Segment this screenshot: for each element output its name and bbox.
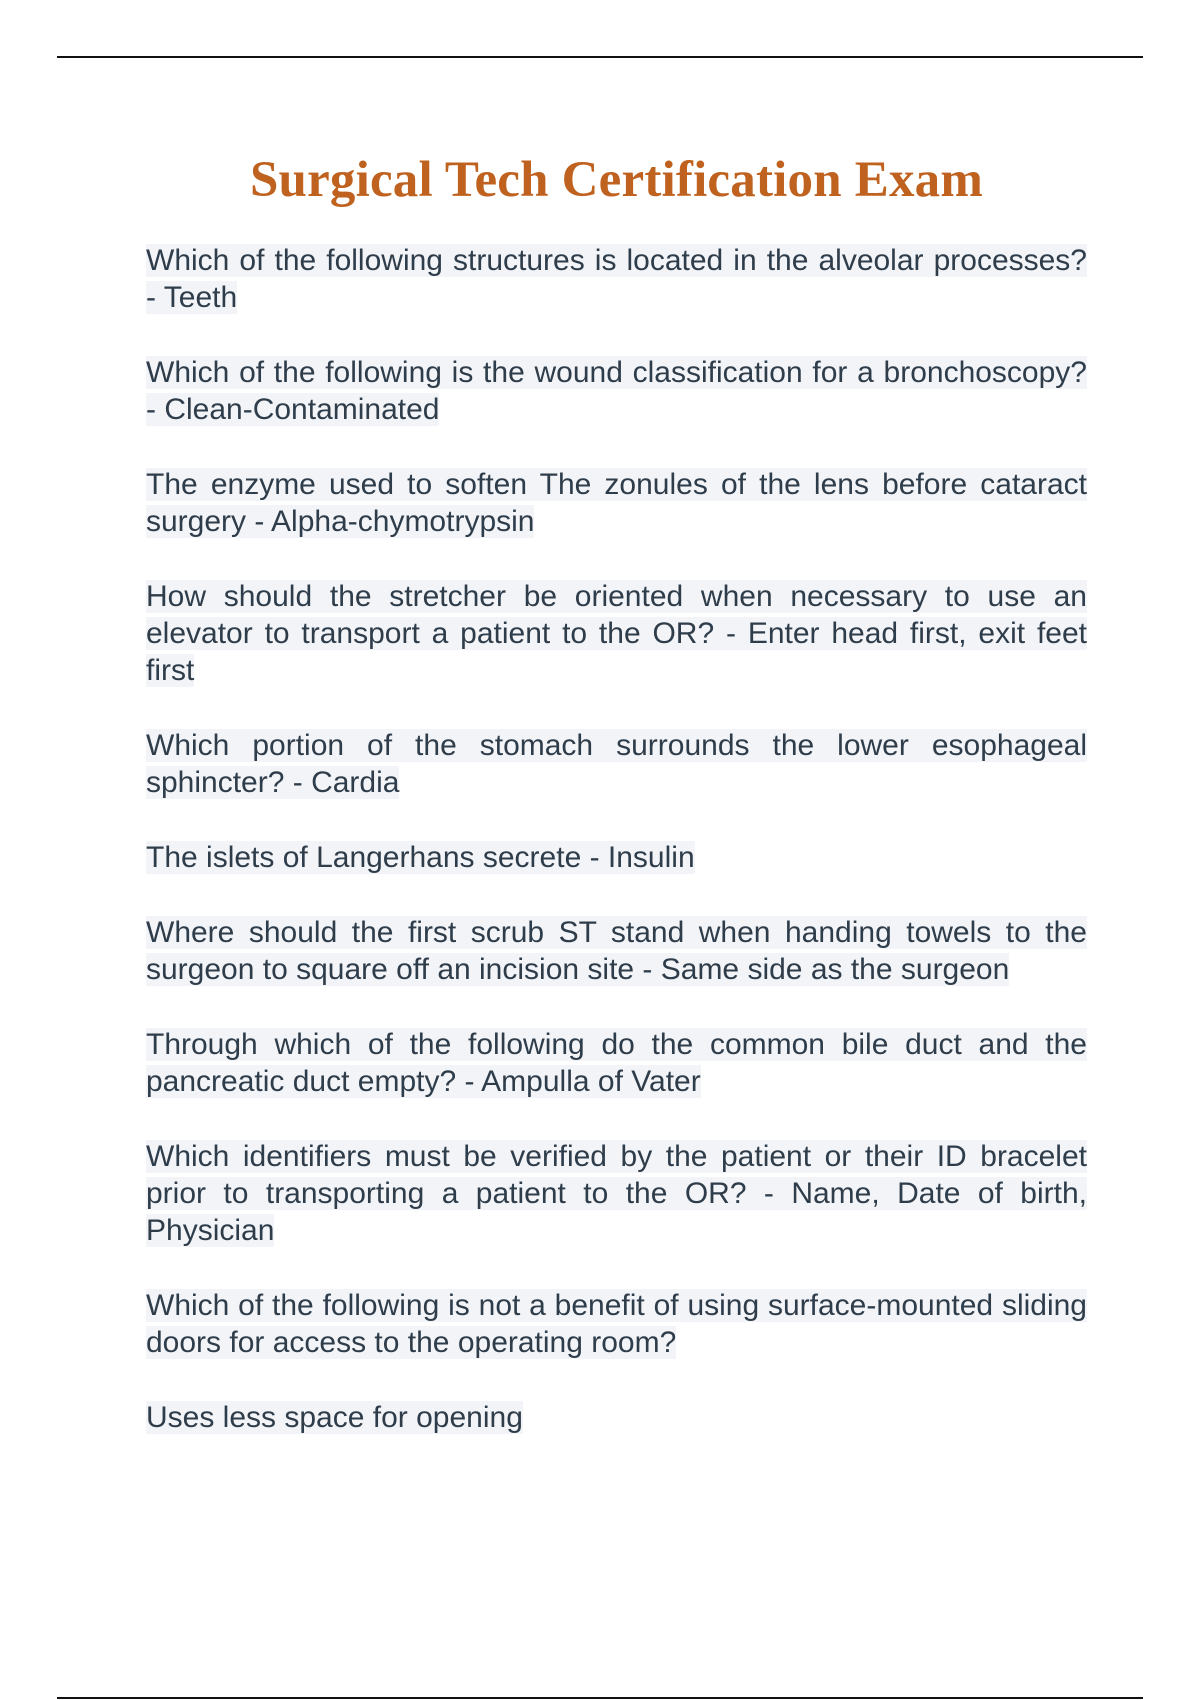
qa-item (146, 839, 1087, 876)
qa-item-text: Which of the following structures is located in the alveolar processes? - Teeth (146, 244, 1087, 314)
qa-item (146, 914, 1087, 988)
qa-item (146, 727, 1087, 801)
qa-item (146, 1399, 1087, 1436)
qa-item (146, 1287, 1087, 1361)
header-rule (57, 56, 1143, 58)
page-content (146, 140, 1087, 1474)
qa-item (146, 466, 1087, 540)
qa-item-text: The islets of Langerhans secrete - Insulin (146, 841, 695, 874)
qa-item (146, 242, 1087, 316)
page-title: Surgical Tech Certification Exam (249, 152, 984, 208)
qa-item-text: Through which of the following do the common bile duct and the pancreatic duct empty? - Ampulla of Vater (146, 1028, 1087, 1098)
qa-item (146, 1026, 1087, 1100)
qa-item-text: Uses less space for opening (146, 1401, 523, 1434)
qa-item-text: Which of the following is not a benefit of using surface-mounted sliding doors for access to the operating room? (146, 1289, 1087, 1359)
qa-item-text: The enzyme used to soften The zonules of the lens before cataract surgery - Alpha-chymotrypsin (146, 468, 1087, 538)
qa-item (146, 354, 1087, 428)
qa-item-text: Which of the following is the wound classification for a bronchoscopy? - Clean-Contaminated (146, 356, 1087, 426)
qa-item-text: Which portion of the stomach surrounds the lower esophageal sphincter? - Cardia (146, 729, 1087, 799)
qa-item-text: Which identifiers must be verified by the patient or their ID bracelet prior to transporting a patient to the OR? - Name, Date of birth, Physician (146, 1140, 1087, 1247)
qa-item-text: Where should the first scrub ST stand when handing towels to the surgeon to square off an incision site - Same side as the surgeon (146, 916, 1087, 986)
footer-rule (57, 1697, 1143, 1699)
qa-item (146, 1138, 1087, 1249)
qa-item-text: How should the stretcher be oriented when necessary to use an elevator to transport a patient to the OR? - Enter head first, exit feet first (146, 580, 1087, 687)
qa-item (146, 578, 1087, 689)
